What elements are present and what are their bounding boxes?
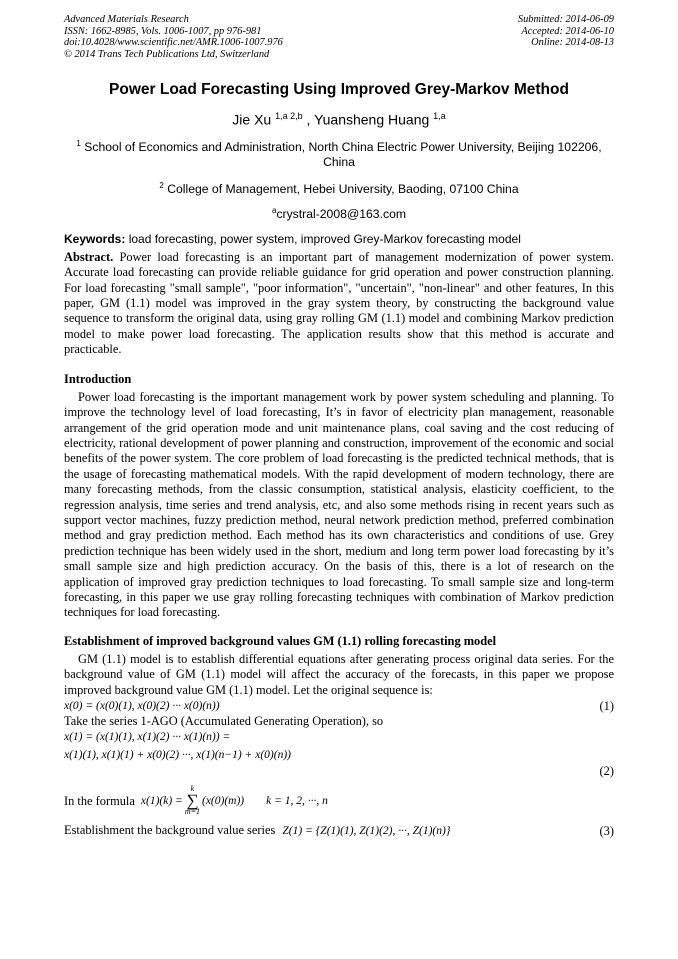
journal-header (64, 14, 614, 60)
abstract-label: Abstract. (64, 249, 114, 264)
equation-2a-row (64, 729, 614, 745)
online-date: Online: 2014-08-13 (531, 37, 614, 48)
section2-text: GM (1.1) model is to establish differential equations after generating process original data series. For the background value of GM (1.1) model will affect the accuracy of the forecasts, in this paper we propose improved background value GM (1.1) model. Let the original sequence is: (64, 651, 614, 697)
section2-heading: Establishment of improved background values GM (1.1) rolling forecasting model (64, 633, 497, 648)
equation-1: x(0) = (x(0)(1), x(0)(2) ··· x(0)(n)) (64, 700, 220, 712)
author-separator: , (306, 111, 311, 128)
header-left (64, 14, 283, 60)
journal-name: Advanced Materials Research (64, 14, 189, 25)
copyright-line: © 2014 Trans Tech Publications Ltd, Switzerland (64, 48, 270, 60)
abstract (64, 250, 614, 358)
sigma-icon: ∑ (186, 791, 199, 811)
issn-line: ISSN: 1662-8985, Vols. 1006-1007, pp 976-981 (64, 25, 262, 37)
background-value-text: Establishment the background value series (64, 823, 276, 838)
affiliation-1-text: School of Economics and Administration, North China Electric Power University, Beijing 102206, China (84, 139, 602, 169)
doi-line: doi:10.4028/www.scientific.net/AMR.1006-1007.976 (64, 37, 283, 48)
affiliation-2 (64, 178, 614, 197)
header-right (518, 14, 614, 60)
submitted-date: Submitted: 2014-06-09 (517, 14, 614, 25)
equation-3: Z(1) = {Z(1)(1), Z(1)(2), ···, Z(1)(n)} (282, 825, 451, 838)
equation-3-line (64, 822, 450, 839)
author-1-affil: 1,a 2,b (275, 111, 303, 121)
equation-2-number-row (64, 763, 614, 779)
introduction-heading: Introduction (64, 371, 132, 386)
equation-3-number: (3) (599, 823, 614, 838)
email-text: crystral-2008@163.com (276, 206, 406, 221)
formula-rhs: (x(0)(m)) (202, 794, 245, 807)
author-line (64, 111, 614, 128)
equation-3-row (64, 822, 614, 839)
equation-1-row (64, 698, 614, 714)
author-1: Jie Xu (232, 111, 272, 128)
sum-top: k (190, 784, 195, 794)
paper-title: Power Load Forecasting Using Improved Grey-Markov Method (109, 81, 569, 98)
author-2-affil: 1,a (433, 111, 446, 121)
accepted-date: Accepted: 2014-06-10 (521, 25, 614, 37)
affiliation-2-num: 2 (159, 180, 164, 190)
ago-text: Take the series 1-AGO (Accumulated Generating Operation), so (64, 714, 384, 728)
sum-bottom: m=1 (184, 807, 200, 817)
keywords-label: Keywords: (64, 231, 126, 246)
abstract-text: Power load forecasting is an important part of management modernization of power system. Accurate load forecasting can provide reliable guidance for grid operation and power construction planning. For load forecasting "small sample", "poor information", "uncertain", "non-linear" and other features, In this paper, GM (1.1) model was improved in the gray system theory, by constructing the background value sequence to transform the original data, using gray rolling GM (1.1) model and combining Markov prediction model to make power load forecasting. The application results show that this method is accurate and practicable. (64, 249, 614, 357)
affiliation-1-num: 1 (76, 138, 81, 148)
paper-page (64, 14, 614, 839)
formula-lhs: x(1)(k) = (140, 794, 183, 807)
summation-symbol (185, 785, 200, 816)
equation-2b: x(1)(1), x(1)(1) + x(0)(2) ···, x(1)(n−1) + x(0)(n)) (64, 749, 291, 762)
keywords (64, 232, 614, 246)
author-2: Yuansheng Huang (314, 111, 430, 128)
introduction-text: Power load forecasting is the important management work by power system scheduling and planning. To improve the technology level of load forecasting, It’s in favor of electricity plan management, reasonable arrangement of the grid operation mode and unit maintenance plans, coal saving and the cost reducing of electricity, rational development of power planning and construction, improvement of the economic and social benefits of the power system. The core problem of load forecasting is the predicted technical methods, that is the usage of forecasting mathematical models. With the rapid development of modern technology, there are many forecasting methods, from the classic consumption, statistical analysis, elasticity coefficient, to the regression analysis, time series and trend analysis, etc, and also some methods rising in recent years such as support vector machines, fuzzy prediction method, neural network prediction method, preferred combination method and gray prediction method. Each method has its own characteristics and conditions of use. Grey prediction technique has been widely used in the short, medium and long term power load forecasting by it’s small sample size and high prediction accuracy. On the basis of this, there is a lot of research on the application of improved gray prediction techniques to load forecasting. To small sample size and long-term forecasting, in this paper we use gray rolling forecasting techniques with combination of Markov prediction techniques for load forecasting. (64, 389, 614, 620)
affiliation-1 (64, 136, 614, 170)
formula-text: In the formula (64, 793, 135, 808)
formula-row (64, 785, 614, 816)
equation-2-number: (2) (599, 764, 614, 779)
keywords-text: load forecasting, power system, improved Grey-Markov forecasting model (128, 231, 521, 246)
author-email (64, 203, 614, 222)
email-sup: a (271, 205, 277, 215)
affiliation-2-text: College of Management, Hebei University, Baoding, 07100 China (167, 181, 519, 196)
formula-k-range: k = 1, 2, ···, n (266, 794, 328, 807)
equation-2a: x(1) = (x(1)(1), x(1)(2) ··· x(1)(n)) = (64, 731, 231, 744)
equation-2b-row (64, 747, 614, 763)
equation-1-number: (1) (599, 699, 614, 713)
